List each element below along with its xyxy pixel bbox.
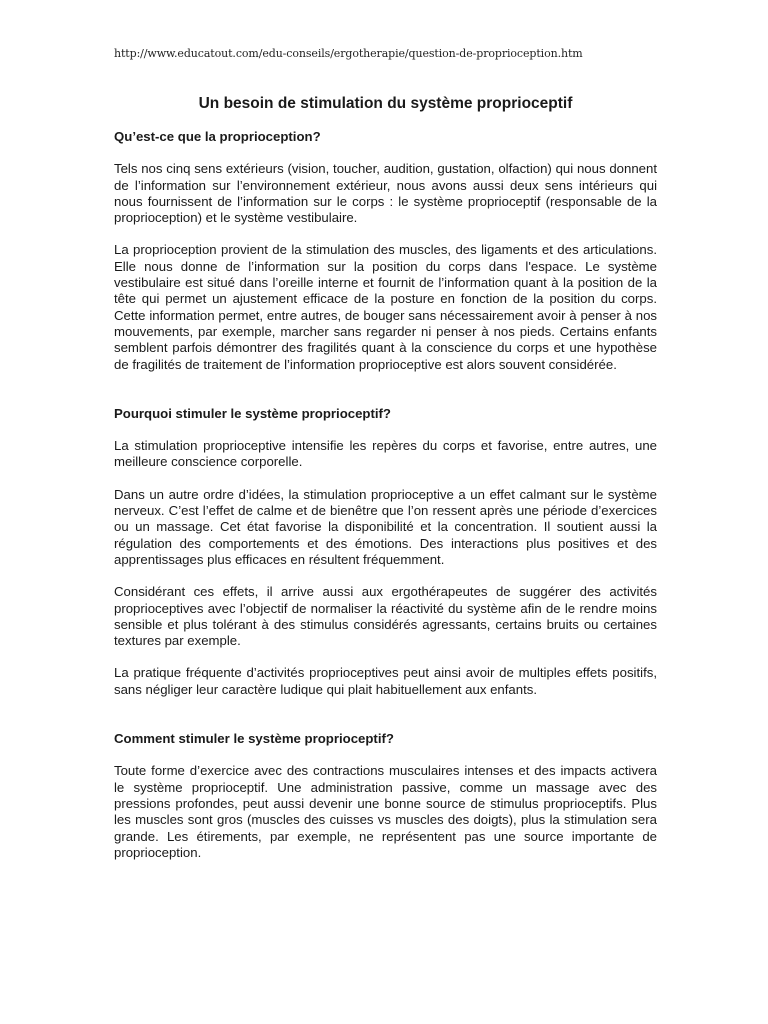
document-body — [114, 129, 657, 861]
paragraph: La proprioception provient de la stimulation des muscles, des ligaments et des articulations. Elle nous donne de l’information sur la position du corps dans l'espace. Le système vestibulaire est situé dans l’oreille interne et fournit de l’information quant à la position de la tête qui permet un ajustement efficace de la posture en fonction de la position du corps. Cette information permet, entre autres, de bouger sans nécessairement avoir à penser à nos mouvements, par exemple, marcher sans regarder ni penser à nos pieds. Certains enfants semblent parfois démontrer des fragilités quant à la conscience du corps et une hypothèse de fragilités de traitement de l’information proprioceptive est alors souvent considérée. — [114, 242, 657, 372]
paragraph: La stimulation proprioceptive intensifie les repères du corps et favorise, entre autres, une meilleure conscience corporelle. — [114, 438, 657, 470]
section-heading-what-is: Qu’est-ce que la proprioception? — [114, 129, 321, 144]
section-heading-why: Pourquoi stimuler le système proprioceptif? — [114, 405, 391, 421]
paragraph: La pratique fréquente d’activités proprioceptives peut ainsi avoir de multiples effets positifs, sans négliger leur caractère ludique qui plait habituellement aux enfants. — [114, 665, 657, 697]
paragraph: Tels nos cinq sens extérieurs (vision, toucher, audition, gustation, olfaction) qui nous donnent de l’information sur l’environnement extérieur, nous avons aussi deux sens intérieurs qui nous fournissent de l’information sur le corps : le système proprioceptif (responsable de la proprioception) et le système vestibulaire. — [114, 161, 657, 226]
paragraph: Dans un autre ordre d’idées, la stimulation proprioceptive a un effet calmant sur le système nerveux. C’est l’effet de calme et de bienêtre que l’on ressent après une période d’exercices ou un massage. Cet état favorise la disponibilité et la concentration. Il soutient aussi la régulation des comportements et des émotions. Des interactions plus positives et des apprentissages plus efficaces en résultent fréquemment. — [114, 486, 657, 567]
paragraph: Toute forme d’exercice avec des contractions musculaires intenses et des impacts activera le système proprioceptif. Une administration passive, comme un massage avec des pressions profondes, peut aussi devenir une bonne source de stimulus proprioceptifs. Plus les muscles sont gros (muscles des cuisses vs muscles des doigts), plus la stimulation sera grande. Les étirements, par exemple, ne représentent pas une source importante de proprioception. — [114, 763, 657, 860]
paragraph: Considérant ces effets, il arrive aussi aux ergothérapeutes de suggérer des activités proprioceptives avec l’objectif de normaliser la réactivité du système afin de le rendre moins sensible et plus tolérant à des stimulus considérés agressants, certains bruits ou certaines textures par exemple. — [114, 584, 657, 649]
section-heading-how: Comment stimuler le système proprioceptif? — [114, 731, 394, 747]
source-url: http://www.educatout.com/edu-conseils/ergotherapie/question-de-proprioception.htm — [114, 47, 583, 60]
document-title: Un besoin de stimulation du système proprioceptif — [198, 95, 573, 112]
